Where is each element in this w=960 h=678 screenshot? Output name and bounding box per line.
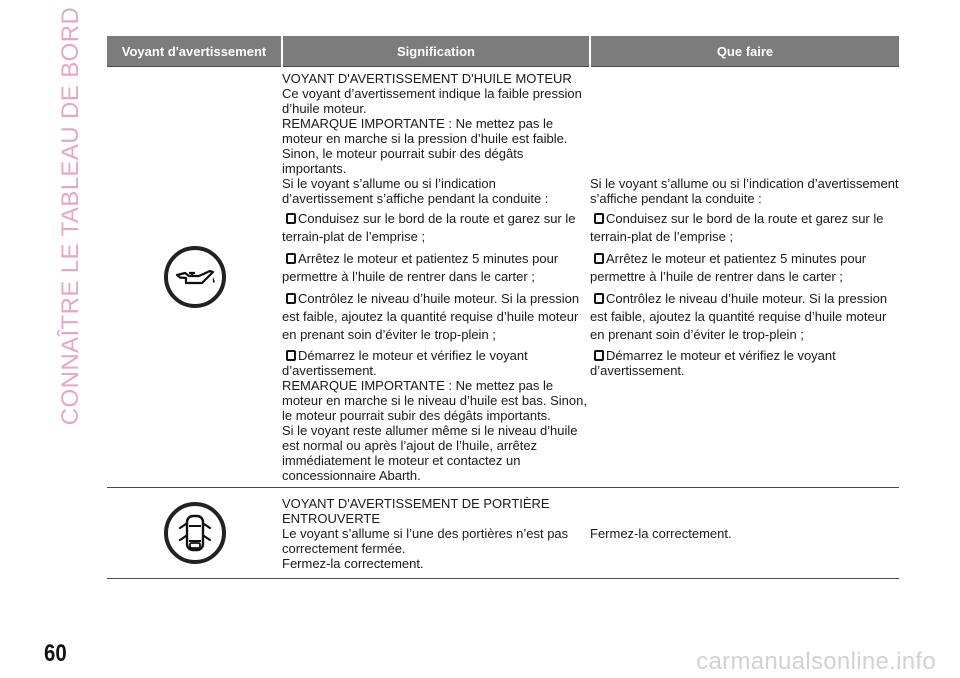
door-action-text: Fermez-la correctement.: [590, 525, 732, 541]
oil-action-condition: Si le voyant s’allume ou si l’indication d’avertissement s’affiche pendant la conduite :: [590, 176, 899, 206]
checkbox-bullet-icon: [286, 253, 296, 264]
list-item: Arrêtez le moteur et patientez 5 minutes pour permettre à l’huile de rentrer dans le carter ;: [282, 251, 559, 284]
page-number: 60: [44, 640, 67, 667]
oil-warning-title: VOYANT D'AVERTISSEMENT D'HUILE MOTEUR: [282, 71, 572, 86]
checkbox-bullet-icon: [286, 350, 296, 361]
table-row: [107, 488, 899, 579]
door-warning-meaning: [282, 488, 590, 579]
checkbox-bullet-icon: [286, 213, 296, 224]
list-item: Démarrez le moteur et vérifiez le voyant d’avertissement.: [590, 348, 836, 378]
checkbox-bullet-icon: [286, 293, 296, 304]
list-item: Contrôlez le niveau d’huile moteur. Si la pression est faible, ajoutez la quantité requise d’huile moteur en prenant soin d’éviter le trop-plein ;: [282, 291, 580, 342]
chapter-side-title: [54, 6, 88, 426]
checkbox-bullet-icon: [594, 213, 604, 224]
checkbox-bullet-icon: [594, 293, 604, 304]
oil-warning-outro: Si le voyant reste allumer même si le niveau d’huile est normal ou après l’ajout de l’huile, arrêtez immédiatement le moteur et contactez un concessionnaire Abarth.: [282, 423, 578, 483]
checkbox-bullet-icon: [594, 350, 604, 361]
oil-warning-condition: Si le voyant s’allume ou si l’indication d’avertissement s’affiche pendant la conduite :: [282, 176, 549, 206]
oil-warning-icon-cell: [107, 67, 282, 488]
door-warning-icon-cell: [107, 488, 282, 579]
header-warning-light: Voyant d'avertissement: [107, 36, 282, 67]
watermark: carmanualsonline.info: [696, 648, 936, 675]
door-warning-intro: Le voyant s’allume si l’une des portières n’est pas correctement fermée.: [282, 525, 569, 556]
list-item: Conduisez sur le bord de la route et garez sur le terrain-plat de l’emprise ;: [590, 211, 884, 244]
door-warning-title: VOYANT D'AVERTISSEMENT DE PORTIÈRE ENTROUVERTE: [282, 495, 550, 526]
oil-warning-intro: Ce voyant d’avertissement indique la faible pression d’huile moteur.: [282, 86, 582, 116]
oil-warning-note-2: REMARQUE IMPORTANTE : Ne mettez pas le moteur en marche si le niveau d’huile est bas. Sinon, le moteur pourrait subir des dégâts importants.: [282, 378, 587, 423]
header-action: Que faire: [590, 36, 899, 67]
door-warning-action: [590, 488, 899, 579]
header-meaning: Signification: [282, 36, 590, 67]
checkbox-bullet-icon: [594, 253, 604, 264]
list-item: Démarrez le moteur et vérifiez le voyant d’avertissement.: [282, 348, 528, 378]
chapter-title-text: CONNAÎTRE LE TABLEAU DE BORD: [57, 6, 84, 426]
oil-warning-meaning: [282, 67, 590, 488]
list-item: Conduisez sur le bord de la route et garez sur le terrain-plat de l’emprise ;: [282, 211, 576, 244]
door-warning-outro: Fermez-la correctement.: [282, 555, 424, 571]
oil-warning-action: [590, 67, 899, 488]
oil-warning-note-1: REMARQUE IMPORTANTE : Ne mettez pas le moteur en marche si la pression d’huile est faible. Sinon, le moteur pourrait subir des dégâts importants.: [282, 116, 568, 176]
warning-lights-table: [107, 36, 899, 579]
list-item: Arrêtez le moteur et patientez 5 minutes pour permettre à l’huile de rentrer dans le carter ;: [590, 251, 867, 284]
table-header-row: [107, 36, 899, 67]
list-item: Contrôlez le niveau d’huile moteur. Si la pression est faible, ajoutez la quantité requise d’huile moteur en prenant soin d’éviter le trop-plein ;: [590, 291, 888, 342]
door-open-icon: [164, 502, 226, 564]
oil-can-icon: [164, 246, 226, 308]
table-row: [107, 67, 899, 488]
